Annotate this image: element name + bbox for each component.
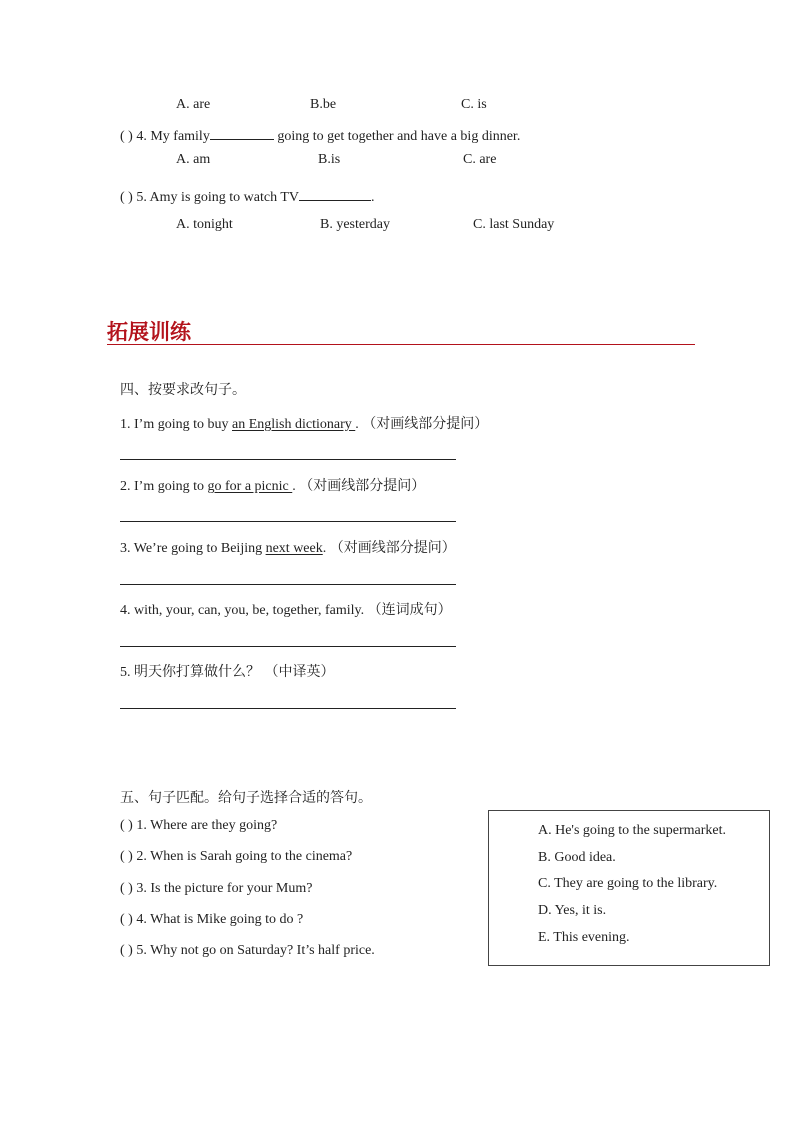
instruction-note: （对画线部分提问） — [362, 416, 489, 432]
q4-option-a: A. am — [176, 152, 211, 167]
answer-option-c: C. They are going to the library. — [538, 876, 718, 891]
fill-blank[interactable] — [210, 125, 274, 140]
instruction-note: （中译英） — [264, 664, 335, 680]
answer-paren[interactable]: ( ) — [120, 881, 133, 896]
question-text-rest: going to get together and have a big dinner. — [273, 129, 521, 144]
part5-question-4 — [120, 912, 303, 928]
q3-option-c: C. is — [461, 97, 487, 112]
underlined-phrase: go for a picnic — [207, 479, 293, 494]
question-text: 3. Is the picture for your Mum? — [136, 881, 313, 896]
answer-line[interactable] — [120, 584, 456, 585]
part4-question-3 — [120, 537, 456, 557]
part5-heading: 五、句子匹配。给句子选择合适的答句。 — [120, 790, 372, 806]
part5-question-2 — [120, 849, 352, 865]
question-text: 4. What is Mike going to do ? — [136, 912, 304, 927]
question-number: 5. — [120, 665, 134, 680]
part5-question-5 — [120, 943, 375, 959]
part4-heading: 四、按要求改句子。 — [120, 382, 246, 398]
q4-option-b: B.is — [318, 152, 341, 167]
question-punct: . — [355, 417, 363, 432]
answer-paren[interactable]: ( ) — [120, 190, 133, 205]
q5-option-b: B. yesterday — [320, 217, 390, 232]
question-text: 4. with, your, can, you, be, together, family. — [120, 603, 368, 618]
answer-option-d: D. Yes, it is. — [538, 903, 607, 918]
q5-option-c: C. last Sunday — [473, 217, 555, 232]
question-text: 5. Why not go on Saturday? It’s half price. — [136, 943, 375, 958]
answer-option-b: B. Good idea. — [538, 850, 616, 865]
fill-blank[interactable] — [299, 186, 371, 201]
part4-question-1 — [120, 413, 488, 433]
instruction-note: （对画线部分提问） — [299, 478, 426, 494]
q3-option-b: B.be — [310, 97, 337, 112]
instruction-note: （对画线部分提问） — [329, 540, 456, 556]
answer-option-a: A. He's going to the supermarket. — [538, 823, 726, 838]
answer-line[interactable] — [120, 459, 456, 460]
section-divider — [107, 344, 695, 345]
part5-question-1 — [120, 818, 277, 834]
question-punct: . — [322, 541, 330, 556]
question-text: 明天你打算做什么？ — [134, 664, 265, 680]
question-text: 1. Where are they going? — [136, 818, 278, 833]
question-text: 5. Amy is going to watch TV — [136, 190, 300, 205]
answer-paren[interactable]: ( ) — [120, 129, 133, 144]
part4-question-5 — [120, 661, 334, 681]
question-text: 3. We’re going to Beijing — [120, 541, 266, 556]
answer-line[interactable] — [120, 521, 456, 522]
mc-question-4 — [120, 125, 520, 145]
question-punct: . — [292, 479, 300, 494]
answer-paren[interactable]: ( ) — [120, 818, 133, 833]
underlined-phrase: an English dictionary — [232, 417, 356, 432]
part5-question-3 — [120, 881, 312, 897]
answer-line[interactable] — [120, 646, 456, 647]
question-text: 4. My family — [136, 129, 210, 144]
part4-question-4 — [120, 599, 452, 619]
q3-option-a: A. are — [176, 97, 211, 112]
answer-paren[interactable]: ( ) — [120, 943, 133, 958]
q4-option-c: C. are — [463, 152, 497, 167]
answer-paren[interactable]: ( ) — [120, 912, 133, 927]
question-text: 2. I’m going to — [120, 479, 208, 494]
answer-line[interactable] — [120, 708, 456, 709]
section-title: 拓展训练 — [107, 320, 191, 344]
question-text-rest: . — [371, 190, 375, 205]
mc-question-5 — [120, 186, 375, 206]
q5-option-a: A. tonight — [176, 217, 233, 232]
part4-question-2 — [120, 475, 425, 495]
instruction-note: （连词成句） — [367, 602, 452, 618]
answer-paren[interactable]: ( ) — [120, 849, 133, 864]
answer-option-e: E. This evening. — [538, 930, 630, 945]
question-text: 1. I’m going to buy — [120, 417, 232, 432]
question-text: 2. When is Sarah going to the cinema? — [136, 849, 353, 864]
underlined-phrase: next week — [265, 541, 323, 556]
